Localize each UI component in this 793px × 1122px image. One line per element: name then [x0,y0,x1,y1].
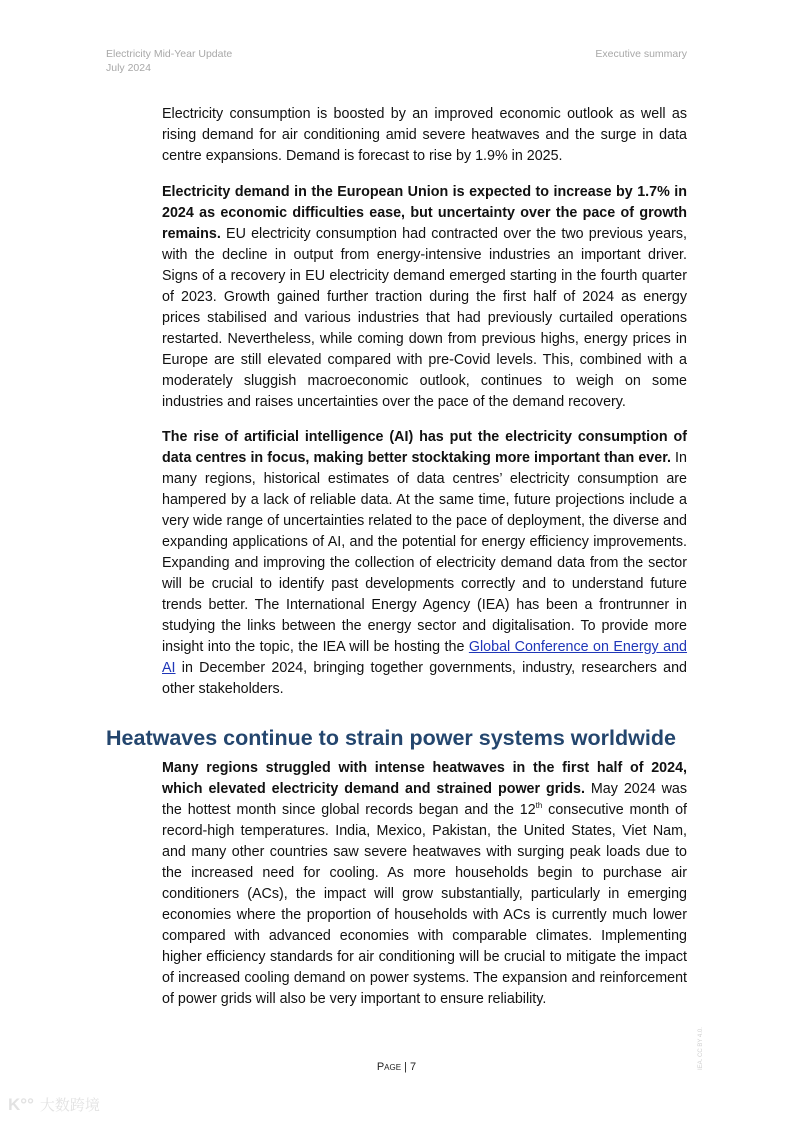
paragraph-text: May 2024 was the hottest month since global records began and the 12 [162,781,688,818]
paragraph-ai-data-centres [162,427,687,700]
page-number-footer [0,1061,793,1073]
page-label: Page [376,1061,402,1073]
paragraph-text-after: consecutive month of record-high temperatures. India, Mexico, Pakistan, the United States, Viet Nam, and many other countries saw severe heatwaves with surging peak loads due to the increased need for cooling. As more households begin to purchase air conditioners (ACs), the impact will grow substantially, particularly in emerging economies where the proportion of households with ACs is currently much lower compared with advanced economies with comparable climates. Implementing higher efficiency standards for air conditioning will be crucial to mitigate the impact of increased cooling demand on power systems. The expansion and reinforcement of power grids will also be very important to ensure reliability. [162,802,687,1007]
watermark [8,1094,100,1115]
report-date: July 2024 [106,62,151,74]
watermark-text: 大数跨境 [39,1097,100,1114]
running-header-left [106,47,232,75]
license-note: IEA. CC BY 4.0. [698,1027,704,1070]
paragraph-demand-outlook [162,104,687,167]
paragraph-text-after: in December 2024, bringing together governments, industry, researchers and other stakeholders. [162,660,687,697]
ordinal-superscript: th [535,801,543,811]
global-conference-link[interactable]: Global Conference on Energy and AI [162,639,688,676]
paragraph-text: EU electricity consumption had contracted over the two previous years, with the decline in output from energy-intensive industries an important driver. Signs of a recovery in EU electricity demand emerged starting in the fourth quarter of 2023. Growth gained further traction during the first half of 2024 as energy prices stabilised and various industries that had previously curtailed operations restarted. Nevertheless, while coming down from previous highs, energy prices in Europe are still elevated compared with pre-Covid levels. This, combined with a moderately sluggish macroeconomic outlook, continues to weigh on some industries and raises uncertainties over the pace of the demand recovery. [162,226,687,410]
paragraph-lead: Many regions struggled with intense heatwaves in the first half of 2024, which elevated electricity demand and strained power grids. [162,760,687,797]
paragraph-lead: The rise of artificial intelligence (AI) has put the electricity consumption of data centres in focus, making better stocktaking more important than ever. [162,429,687,466]
page-number: 7 [410,1061,417,1073]
running-header-section: Executive summary [595,48,687,60]
report-title: Electricity Mid-Year Update [106,48,233,60]
section-heading: Heatwaves continue to strain power systems worldwide [106,726,676,750]
paragraph-lead: Electricity demand in the European Union is expected to increase by 1.7% in 2024 as economic difficulties ease, but uncertainty over the pace of growth remains. [162,184,687,242]
page-separator: | [401,1061,411,1073]
watermark-logo-icon: K°° [8,1094,34,1114]
paragraph-eu-demand [162,182,687,413]
paragraph-heatwaves [162,758,687,1010]
paragraph-text: Electricity consumption is boosted by an improved economic outlook as well as rising demand for air conditioning amid severe heatwaves and the surge in data centre expansions. Demand is forecast to rise by 1.9% in 2025. [162,106,687,164]
paragraph-text: In many regions, historical estimates of data centres’ electricity consumption are hampered by a lack of reliable data. At the same time, future projections include a very wide range of uncertainties related to the pace of deployment, the diverse and expanding applications of AI, and the potential for energy efficiency improvements. Expanding and improving the collection of electricity demand data from the sector will be crucial to identify past developments correctly and to understand future trends better. The International Energy Agency (IEA) has been a frontrunner in studying the links between the energy sector and digitalisation. To provide more insight into the topic, the IEA will be hosting the [162,450,687,655]
